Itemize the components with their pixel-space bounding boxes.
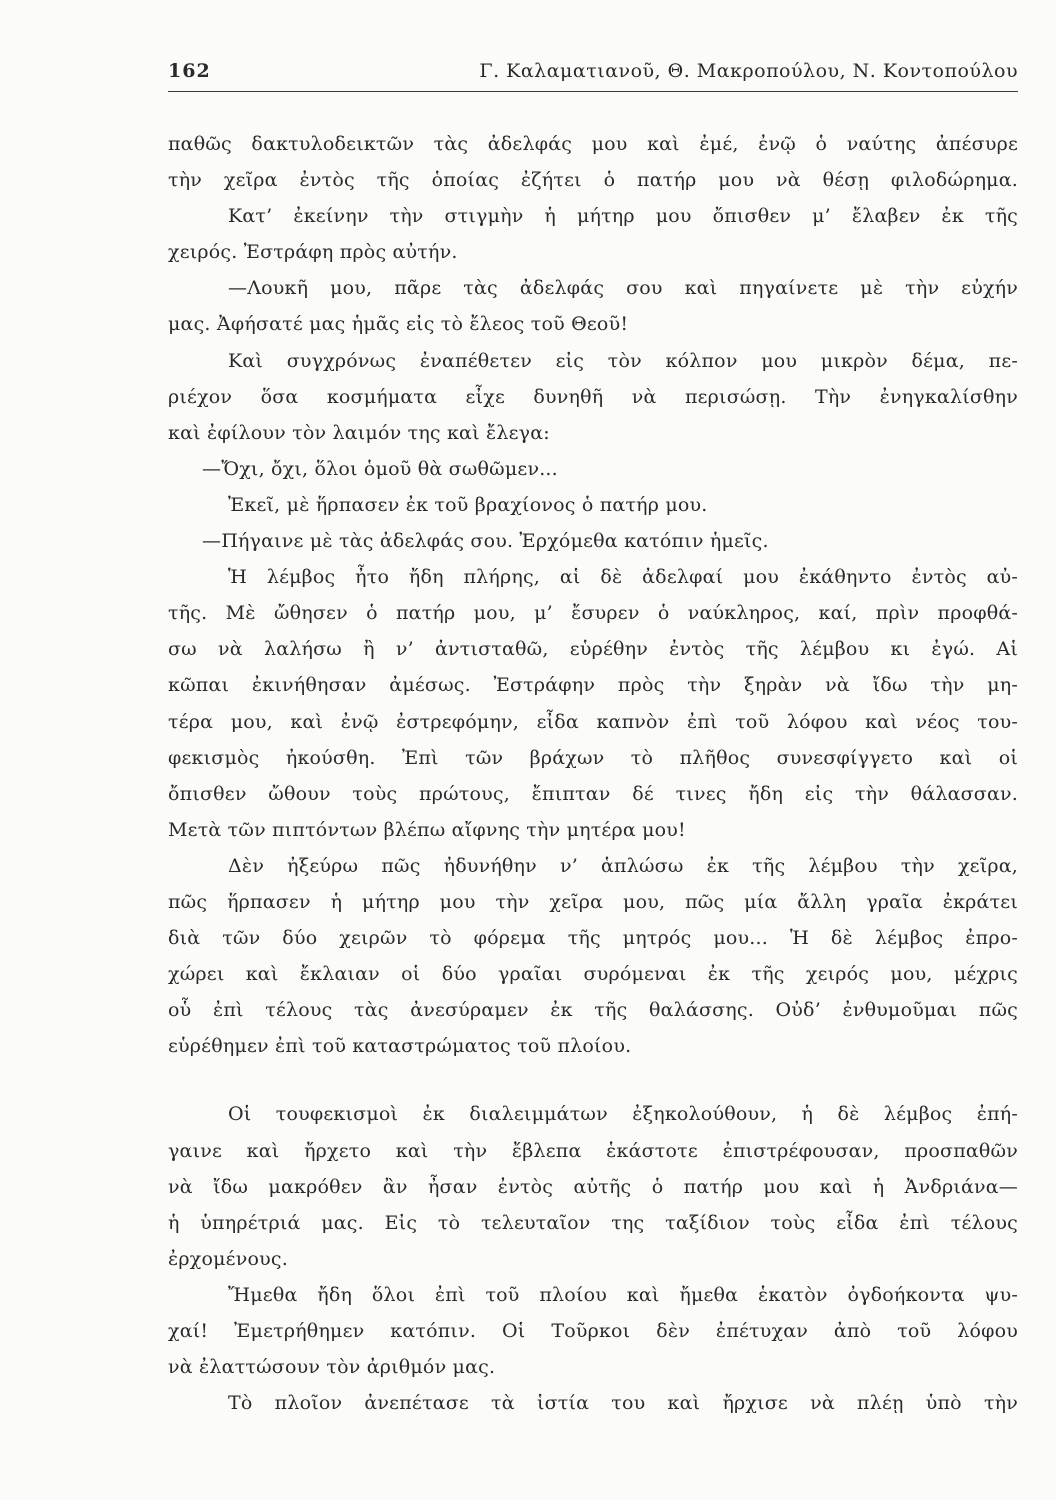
text-line: φεκισμὸς ἠκούσθη. Ἐπὶ τῶν βράχων τὸ πλῆθος συνεσφίγγετο καὶ οἱ xyxy=(168,746,1018,769)
header-rule xyxy=(168,91,1018,92)
text-line: ὄπισθεν ὤθουν τοὺς πρώτους, ἔπιπταν δέ τινες ἤδη εἰς τὴν θάλασσαν. xyxy=(168,782,1018,805)
text-line: Καὶ συγχρόνως ἐναπέθετεν εἰς τὸν κόλπον μου μικρὸν δέμα, πε- xyxy=(228,349,1018,372)
text-line: Δὲν ἠξεύρω πῶς ἠδυνήθην ν’ ἁπλώσω ἐκ τῆς λέμβου τὴν χεῖρα, xyxy=(228,854,1018,877)
dialogue-line: —Πήγαινε μὲ τὰς ἀδελφάς σου. Ἐρχόμεθα κατόπιν ἡμεῖς. xyxy=(202,530,769,553)
body-text xyxy=(168,126,1018,1421)
dialogue-line: —Λουκῆ μου, πᾶρε τὰς ἀδελφάς σου καὶ πηγαίνετε μὲ τὴν εὐχήν xyxy=(228,277,1018,300)
text-line: Τὸ πλοῖον ἀνεπέτασε τὰ ἱστία του καὶ ἤρχισε νὰ πλέῃ ὑπὸ τὴν xyxy=(228,1392,1018,1415)
text-line: Οἱ τουφεκισμοὶ ἐκ διαλειμμάτων ἐξηκολούθουν, ἡ δὲ λέμβος ἐπή- xyxy=(228,1103,1018,1126)
text-line: Ἤμεθα ἤδη ὅλοι ἐπὶ τοῦ πλοίου καὶ ἤμεθα ἑκατὸν ὀγδοήκοντα ψυ- xyxy=(228,1283,1018,1306)
text-line: πῶς ἥρπασεν ἡ μήτηρ μου τὴν χεῖρα μου, πῶς μία ἄλλη γραῖα ἐκράτει xyxy=(168,890,1018,913)
section-gap xyxy=(168,1064,1018,1096)
text-line: τῆς. Μὲ ὤθησεν ὁ πατήρ μου, μ’ ἔσυρεν ὁ ναύκληρος, καί, πρὶν προφθά- xyxy=(168,602,1018,625)
dialogue-line: —Ὄχι, ὄχι, ὅλοι ὁμοῦ θὰ σωθῶμεν... xyxy=(202,457,558,480)
page-number: 162 xyxy=(168,60,211,82)
text-line: ἐρχομένους. xyxy=(168,1247,288,1270)
text-line: νὰ ἴδω μακρόθεν ἂν ἦσαν ἐντὸς αὐτῆς ὁ πατήρ μου καὶ ἡ Ἀνδριάνα— xyxy=(168,1175,1018,1198)
text-line: σω νὰ λαλήσω ἢ ν’ ἀντισταθῶ, εὑρέθην ἐντὸς τῆς λέμβου κι ἐγώ. Αἱ xyxy=(168,638,1018,661)
text-line: τὴν χεῖρα ἐντὸς τῆς ὁποίας ἐζήτει ὁ πατήρ μου νὰ θέσῃ φιλοδώρημα. xyxy=(168,169,1018,192)
text-line: ριέχον ὅσα κοσμήματα εἶχε δυνηθῆ νὰ περισώσῃ. Τὴν ἐνηγκαλίσθην xyxy=(168,385,1018,408)
text-line: διὰ τῶν δύο χειρῶν τὸ φόρεμα τῆς μητρός μου... Ἡ δὲ λέμβος ἐπρο- xyxy=(168,927,1018,950)
text-line: γαινε καὶ ἤρχετο καὶ τὴν ἔβλεπα ἑκάστοτε ἐπιστρέφουσαν, προσπαθῶν xyxy=(168,1139,1018,1162)
text-line: τέρα μου, καὶ ἐνῷ ἐστρεφόμην, εἶδα καπνὸν ἐπὶ τοῦ λόφου καὶ νέος του- xyxy=(168,710,1018,733)
text-line: χώρει καὶ ἔκλαιαν οἱ δύο γραῖαι συρόμεναι ἐκ τῆς χειρός μου, μέχρις xyxy=(168,963,1018,986)
text-line: Κατ’ ἐκείνην τὴν στιγμὴν ἡ μήτηρ μου ὄπισθεν μ’ ἔλαβεν ἐκ τῆς xyxy=(228,205,1018,228)
text-line: παθῶς δακτυλοδεικτῶν τὰς ἀδελφάς μου καὶ ἐμέ, ἐνῷ ὁ ναύτης ἀπέσυρε xyxy=(168,133,1018,155)
text-line: Ἡ λέμβος ἦτο ἤδη πλήρης, αἱ δὲ ἀδελφαί μου ἐκάθηντο ἐντὸς αὐ- xyxy=(228,566,1018,589)
text-line: κῶπαι ἐκινήθησαν ἀμέσως. Ἐστράφην πρὸς τὴν ξηρὰν νὰ ἴδω τὴν μη- xyxy=(168,674,1018,697)
text-line: οὗ ἐπὶ τέλους τὰς ἀνεσύραμεν ἐκ τῆς θαλάσσης. Οὐδ’ ἐνθυμοῦμαι πῶς xyxy=(168,999,1018,1022)
text-line: μας. Ἀφήσατέ μας ἡμᾶς εἰς τὸ ἔλεος τοῦ Θεοῦ! xyxy=(168,313,629,336)
text-line: χαί! Ἐμετρήθημεν κατόπιν. Οἱ Τοῦρκοι δὲν ἐπέτυχαν ἀπὸ τοῦ λόφου xyxy=(168,1320,1018,1342)
text-line: νὰ ἐλαττώσουν τὸν ἀριθμόν μας. xyxy=(168,1356,496,1379)
text-line: ἡ ὑπηρέτριά μας. Εἰς τὸ τελευταῖον της ταξίδιον τοὺς εἶδα ἐπὶ τέλους xyxy=(168,1211,1018,1234)
text-line: καὶ ἐφίλουν τὸν λαιμόν της καὶ ἔλεγα: xyxy=(168,421,550,444)
text-line: εὑρέθημεν ἐπὶ τοῦ καταστρώματος τοῦ πλοίου. xyxy=(168,1035,632,1058)
text-line: Ἐκεῖ, μὲ ἥρπασεν ἐκ τοῦ βραχίονος ὁ πατήρ μου. xyxy=(228,493,708,516)
text-line: Μετὰ τῶν πιπτόντων βλέπω αἴφνης τὴν μητέρα μου! xyxy=(168,818,686,841)
page-header xyxy=(168,52,1018,92)
text-line: χειρός. Ἐστράφη πρὸς αὐτήν. xyxy=(168,241,458,264)
running-title: Γ. Καλαματιανοῦ, Θ. Μακροπούλου, Ν. Κοντοπούλου xyxy=(479,60,1018,82)
